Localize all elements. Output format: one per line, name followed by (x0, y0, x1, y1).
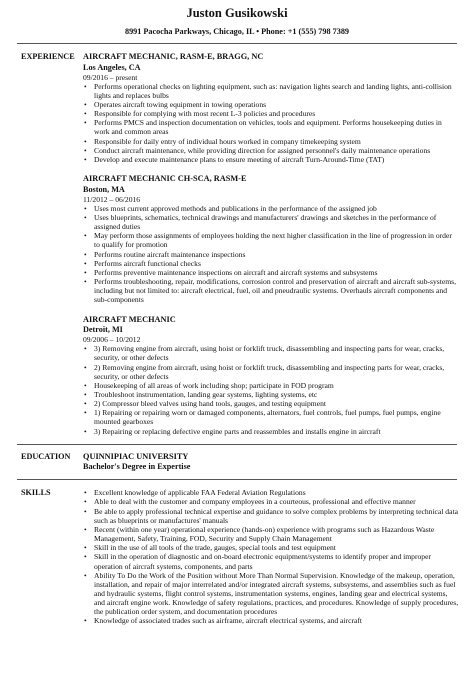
job-dates: 09/2016 – present (83, 72, 138, 82)
list-item: • Housekeeping of all areas of work including shop; participate in FOD program (83, 381, 459, 390)
school-name: QUINNIPIAC UNIVERSITY (83, 451, 189, 461)
list-item: • Skill in the use of all tools of the trade, gauges, special tools and test equipment (83, 543, 459, 552)
list-item: • Uses blueprints, schematics, technical drawings and manufacturers' drawings and sketches in the performance of assigned duties (83, 213, 459, 231)
list-item: • 3) Repairing or replacing defective engine parts and reassembles and installs engine in aircraft (83, 427, 459, 436)
list-item: • Performs aircraft functional checks (83, 259, 459, 268)
job-location: Detroit, MI (83, 325, 123, 335)
job-bullets (83, 344, 459, 436)
list-item: • Uses most current approved methods and publications in the performance of the assigned job (83, 204, 459, 213)
list-item: • 2) Removing engine from aircraft, using hoist or forklift truck, disassembling and inspecting parts for wear, cracks, security, or other defects (83, 363, 459, 381)
list-item: • Skill in the operation of diagnostic and on-board electronic equipment/systems to identify proper and improper operation of aircraft systems, components, and parts (83, 552, 459, 570)
contact-line: 8991 Pacocha Parkways, Chicago, IL • Phone: +1 (555) 798 7389 (124, 27, 350, 36)
job-bullets (83, 82, 459, 164)
skills-section (0, 488, 474, 625)
section-label-experience: EXPERIENCE (21, 52, 75, 61)
job-title: AIRCRAFT MECHANIC (83, 314, 176, 324)
list-item: • Troubleshoot instrumentation, landing gear systems, lighting systems, etc (83, 390, 459, 399)
job-entry (83, 174, 459, 304)
job-bullets (83, 204, 459, 305)
job-dates: 09/2006 – 10/2012 (83, 335, 141, 345)
divider (17, 43, 457, 44)
experience-body (83, 52, 474, 436)
list-item: • Ability To Do the Work of the Position without More Than Normal Supervision. Knowledge of the makeup, operation, installation, and repair of major interrelated and/or integrated aircraft systems, subsystems, and assemblies such as fuel and hydraulic systems, flight control systems, instrumentation systems, engines, landing gear and electrical systems, and aircraft engine work. Knowledge of safety regulations, practices, and procedures. Knowledge of supply procedures, the publication order system, and documentation procedures (83, 571, 459, 617)
section-label-education: EDUCATION (21, 451, 71, 461)
degree: Bachelor's Degree in Expertise (83, 462, 191, 472)
candidate-name: Juston Gusikowski (186, 6, 288, 20)
list-item: • Responsible for daily entry of individual hours worked in company timekeeping system (83, 137, 459, 146)
job-entry (83, 52, 459, 164)
list-item: • Performs routine aircraft maintenance inspections (83, 250, 459, 259)
list-item: • May perform those assignments of employees holding the next higher classification in the line of progression in order to qualify for promotion (83, 231, 459, 249)
list-item: • Performs troubleshooting, repair, modifications, corrosion control and preservation of aircraft and aircraft sub-systems, including but not limited to: aircraft electrical, fuel, oil and pneudraulic systems. Overhauls aircraft components and sub-components (83, 277, 459, 304)
list-item: • Able to deal with the customer and company employees in a courteous, professional and effective manner (83, 497, 459, 506)
job-dates: 11/2012 – 06/2016 (83, 194, 141, 204)
list-item: • Responsible for complying with most recent L-3 policies and procedures (83, 109, 459, 118)
job-title: AIRCRAFT MECHANIC, RASM-E, BRAGG, NC (83, 52, 264, 61)
list-item: • Be able to apply professional technical expertise and guidance to solve complex problems by interpreting technical data such as blueprints or manufactures' manuals (83, 507, 459, 525)
experience-section (0, 52, 474, 436)
list-item: • Conduct aircraft maintenance, while providing direction for assigned personnel's daily maintenance operations (83, 146, 459, 155)
resume-header (0, 0, 474, 38)
list-item: • 2) Compressor bleed valves using hand tools, gauges, and testing equipment (83, 399, 459, 408)
job-entry (83, 315, 459, 436)
list-item: • Performs operational checks on lighting equipment, such as: navigation lights search and landing lights, anti-collision lights and replaces bulbs (83, 82, 459, 100)
job-location: Los Angeles, CA (83, 62, 141, 72)
list-item: • Performs preventive maintenance inspections on aircraft and aircraft systems and subsystems (83, 268, 459, 277)
section-label-skills: SKILLS (21, 488, 51, 498)
list-item: • Knowledge of associated trades such as airframe, aircraft electrical systems, and aircraft (83, 616, 459, 625)
list-item: • Recent (within one year) operational experience (hands-on) experience with programs such as Hazardous Waste Management, Safety, Training, FOD, Security and Supply Chain Management (83, 525, 459, 543)
skills-list (83, 488, 459, 625)
list-item: • Excellent knowledge of applicable FAA Federal Aviation Regulations (83, 488, 459, 497)
education-section (0, 452, 474, 473)
skills-body (83, 488, 474, 625)
education-body (83, 452, 474, 473)
list-item: • Operates aircraft towing equipment in towing operations (83, 100, 459, 109)
divider (17, 444, 457, 445)
list-item: • 3) Removing engine from aircraft, using hoist or forklift truck, disassembling and inspecting parts for wear, cracks, security, or other defects (83, 344, 459, 362)
list-item: • Performs PMCS and inspection documentation on vehicles, tools and equipment. Performs housekeeping duties in work and common areas (83, 118, 459, 136)
job-location: Boston, MA (83, 184, 125, 194)
job-title: AIRCRAFT MECHANIC CH-SCA, RASM-E (83, 174, 247, 184)
list-item: • Develop and execute maintenance plans to ensure meeting of aircraft Turn-Around-Time (TAT) (83, 155, 459, 164)
divider (17, 479, 457, 480)
list-item: • 1) Repairing or repairing worn or damaged components, alternators, fuel controls, fuel pumps, fuel pumps, engine mounted gearboxes (83, 408, 459, 426)
